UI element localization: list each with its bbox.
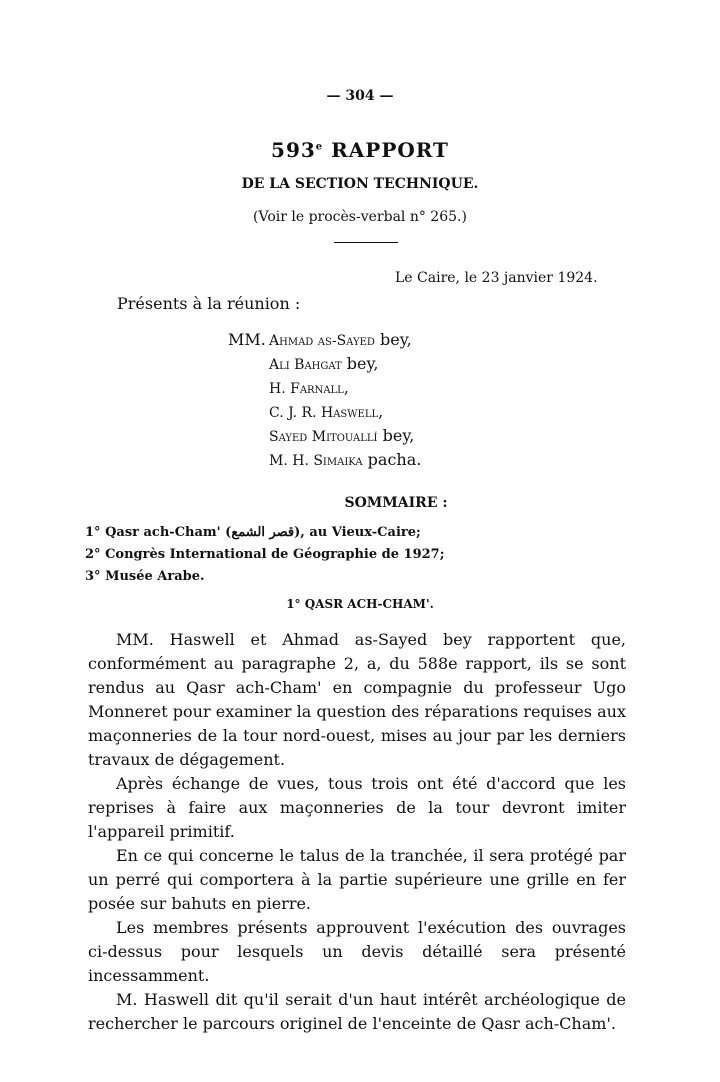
report-reference: (Voir le procès-verbal n° 265.) bbox=[253, 209, 467, 225]
paragraph: En ce qui concerne le talus de la tranchée, il sera protégé par un perré qui comportera à la partie supérieure une grille en fer posée sur bahuts en pierre. bbox=[88, 846, 626, 913]
attendees-prefix: MM. bbox=[228, 330, 266, 349]
sommaire-heading: SOMMAIRE : bbox=[344, 495, 448, 511]
report-title bbox=[0, 138, 720, 162]
sommaire-item: 1° Qasr ach-Cham' (قصر الشمع), au Vieux-Caire; bbox=[85, 525, 421, 540]
attendee-item: Sayed Mitouallí bey, bbox=[269, 426, 415, 445]
paragraph: Après échange de vues, tous trois ont été d'accord que les reprises à faire aux maçonneries de la tour devront imiter l'appareil primitif. bbox=[88, 774, 626, 841]
attendee-item: Ahmad as-Sayed bey, bbox=[269, 330, 412, 349]
date-line: Le Caire, le 23 janvier 1924. bbox=[395, 270, 598, 286]
paragraph: Les membres présents approuvent l'exécution des ouvrages ci-dessus pour lesquels un devis détaillé sera présenté incessamment. bbox=[88, 918, 626, 985]
report-number-suffix: e bbox=[315, 141, 324, 153]
attendee-item: H. Farnall, bbox=[269, 378, 349, 397]
section-heading: 1° QASR ACH-CHAM'. bbox=[286, 597, 434, 611]
attendee-item: M. H. Simaika pacha. bbox=[269, 450, 422, 469]
attendee-item: Ali Bahgat bey, bbox=[269, 354, 379, 373]
report-number: 593 bbox=[271, 138, 316, 162]
body-text bbox=[88, 628, 626, 1036]
attendees-list bbox=[269, 328, 421, 472]
report-subtitle: DE LA SECTION TECHNIQUE. bbox=[241, 176, 479, 192]
sommaire-item: 2° Congrès International de Géographie de 1927; bbox=[85, 547, 445, 562]
report-word: RAPPORT bbox=[331, 138, 449, 162]
sommaire-item: 3° Musée Arabe. bbox=[85, 569, 205, 584]
paragraph: M. Haswell dit qu'il serait d'un haut intérêt archéologique de rechercher le parcours originel de l'enceinte de Qasr ach-Cham'. bbox=[88, 990, 626, 1033]
paragraph: MM. Haswell et Ahmad as-Sayed bey rapportent que, conformément au paragraphe 2, a, du 588e rapport, ils se sont rendus au Qasr ach-Cham' en compagnie du professeur Ugo Monneret pour examiner la question des réparations requises aux maçonneries de la tour nord-ouest, mises au jour par les derniers travaux de dégagement. bbox=[88, 630, 626, 769]
attendee-item: C. J. R. Haswell, bbox=[269, 402, 384, 421]
title-divider bbox=[334, 242, 398, 243]
page-number: — 304 — bbox=[326, 88, 394, 104]
presents-label: Présents à la réunion : bbox=[117, 294, 301, 313]
sommaire-list bbox=[85, 522, 445, 588]
